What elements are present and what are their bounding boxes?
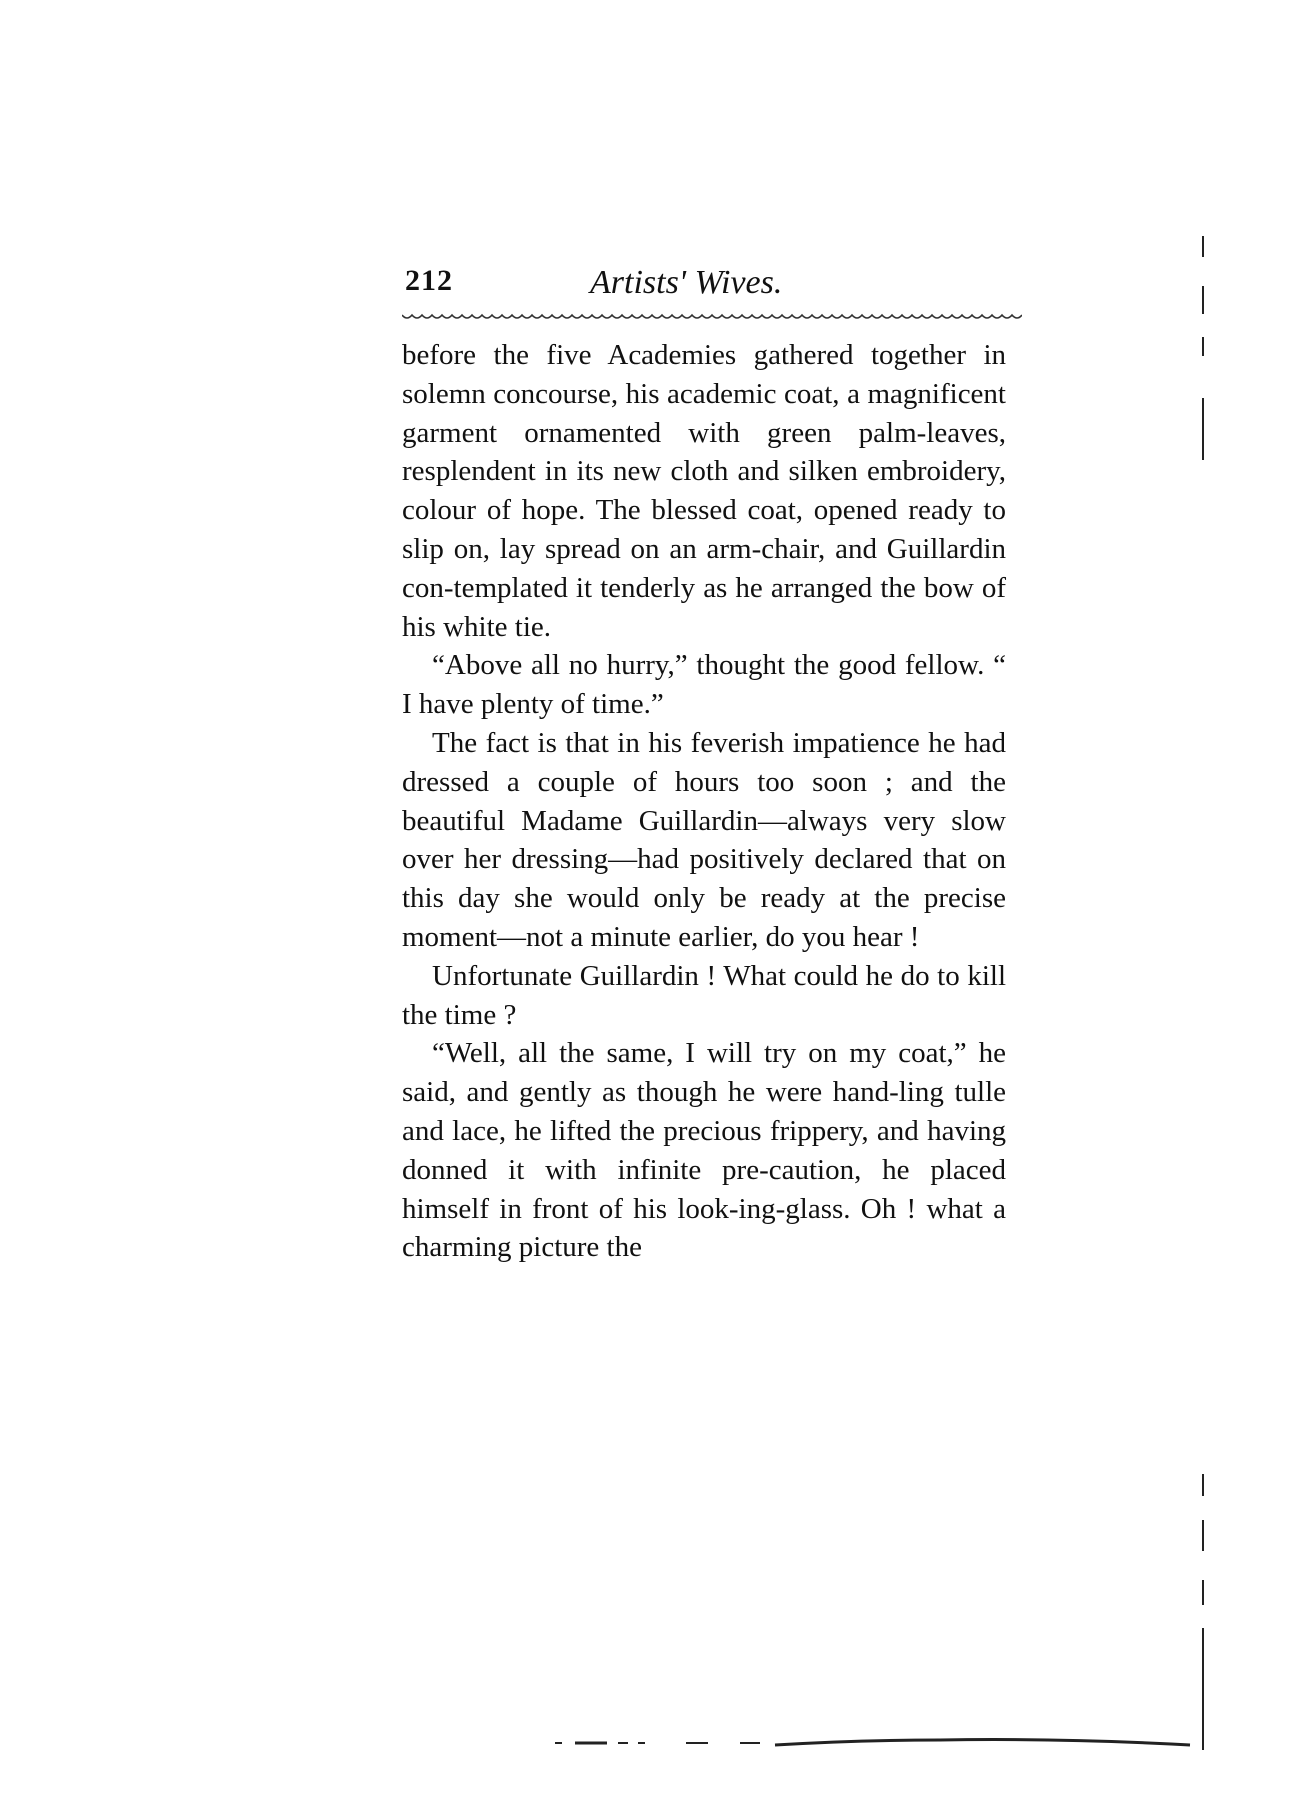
paragraph: “Above all no hurry,” thought the good fellow. “ I have plenty of time.”: [402, 649, 1006, 721]
paragraph: Unfortunate Guillardin ! What could he do to kill the time ?: [402, 959, 1006, 1031]
running-title: Artists' Wives.: [590, 264, 783, 301]
paragraph: before the five Academies gathered together in solemn concourse, his academic coat, a magnificent garment ornamented with green palm-leaves, resplendent in its new cloth and silken embroidery, colour of hope. The blessed coat, opened ready to slip on, lay spread on an arm-chair, and Guillardin con-templated it tenderly as he arranged the bow of his white tie.: [402, 339, 1006, 643]
page-header: [405, 264, 1025, 304]
ornamental-rule: [402, 312, 1022, 322]
body-text: [402, 336, 1006, 1267]
paragraph: The fact is that in his feverish impatience he had dressed a couple of hours too soon ; and the beautiful Madame Guillardin—always very slow over her dressing—had positively declared that on this day she would only be ready at the precise moment—not a minute earlier, do you hear !: [402, 726, 1006, 953]
paragraph: “Well, all the same, I will try on my coat,” he said, and gently as though he were hand-ling tulle and lace, he lifted the precious frippery, and having donned it with infinite pre-caution, he placed himself in front of his look-ing-glass. Oh ! what a charming picture the: [402, 1037, 1006, 1264]
page-number: 212: [405, 264, 453, 297]
